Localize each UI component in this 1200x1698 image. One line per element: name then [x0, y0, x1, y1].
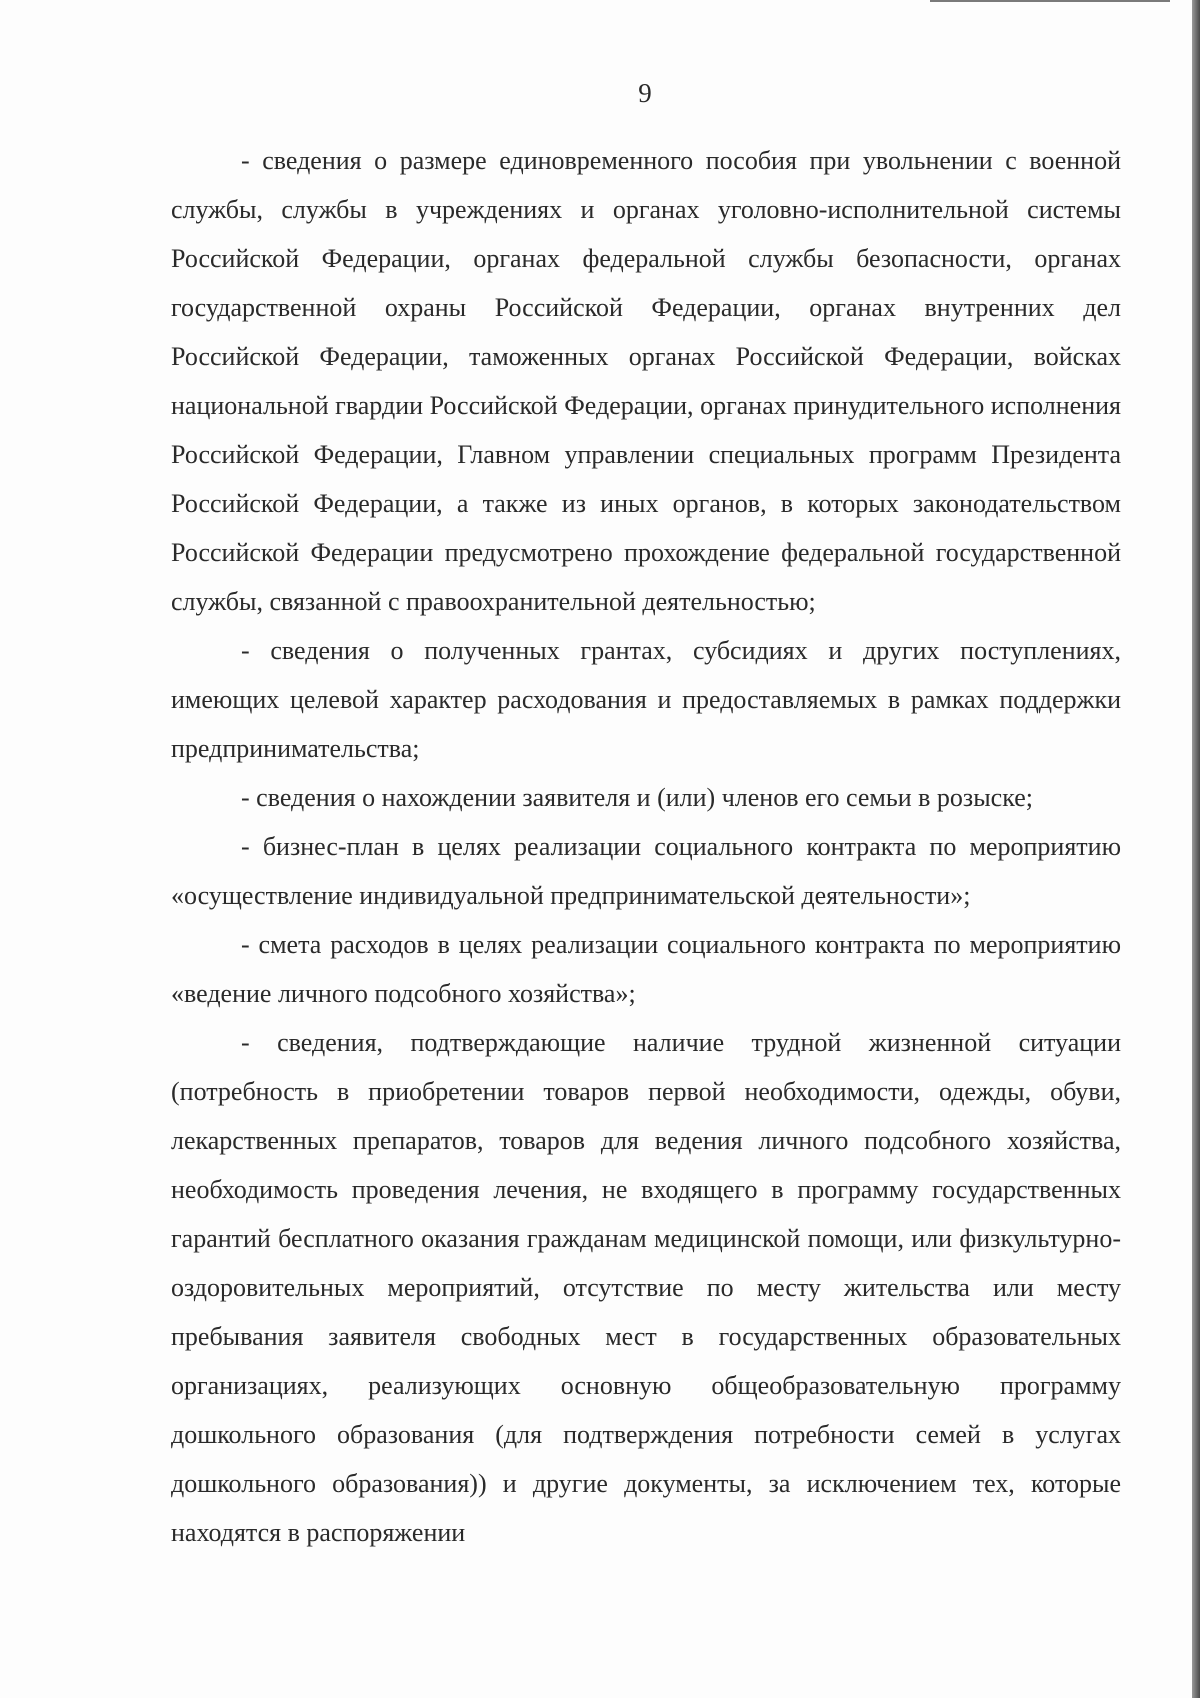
- paragraph-hardship-info: - сведения, подтверждающие наличие трудной жизненной ситуации (потребность в приобретении товаров первой необходимости, одежды, обуви, лекарственных препаратов, товаров для ведения личного подсобного хозяйства, необходимость проведения лечения, не входящего в программу государственных гарантий бесплатного оказания гражданам медицинской помощи, или физкультурно-оздоровительных мероприятий, отсутствие по месту жительства или месту пребывания заявителя свободных мест в государственных образовательных организациях, реализующих основную общеобразовательную программу дошкольного образования (для подтверждения потребности семей в услугах дошкольного образования)) и другие документы, за исключением тех, которые находятся в распоряжении: [171, 1028, 1121, 1547]
- paragraph-cost-estimate: - смета расходов в целях реализации социального контракта по мероприятию «ведение личного подсобного хозяйства»;: [171, 930, 1121, 1008]
- paragraph-wanted-info: - сведения о нахождении заявителя и (или) членов его семьи в розыске;: [241, 783, 1033, 812]
- scan-edge-right: [1192, 0, 1200, 1698]
- scan-edge-top: [930, 0, 1170, 2]
- body-text: [171, 136, 1121, 1557]
- paragraph-pension-info: - сведения о размере единовременного пособия при увольнении с военной службы, службы в учреждениях и органах уголовно-исполнительной системы Российской Федерации, органах федеральной службы безопасности, органах государственной охраны Российской Федерации, органах внутренних дел Российской Федерации, таможенных органах Российской Федерации, войсках национальной гвардии Российской Федерации, органах принудительного исполнения Российской Федерации, Главном управлении специальных программ Президента Российской Федерации, а также из иных органов, в которых законодательством Российской Федерации предусмотрено прохождение федеральной государственной службы, связанной с правоохранительной деятельностью;: [171, 146, 1121, 616]
- paragraph-grants-info: - сведения о полученных грантах, субсидиях и других поступлениях, имеющих целевой характер расходования и предоставляемых в рамках поддержки предпринимательства;: [171, 636, 1121, 763]
- page-number: 9: [638, 78, 652, 108]
- paragraph-business-plan: - бизнес-план в целях реализации социального контракта по мероприятию «осуществление индивидуальной предпринимательской деятельности»;: [171, 832, 1121, 910]
